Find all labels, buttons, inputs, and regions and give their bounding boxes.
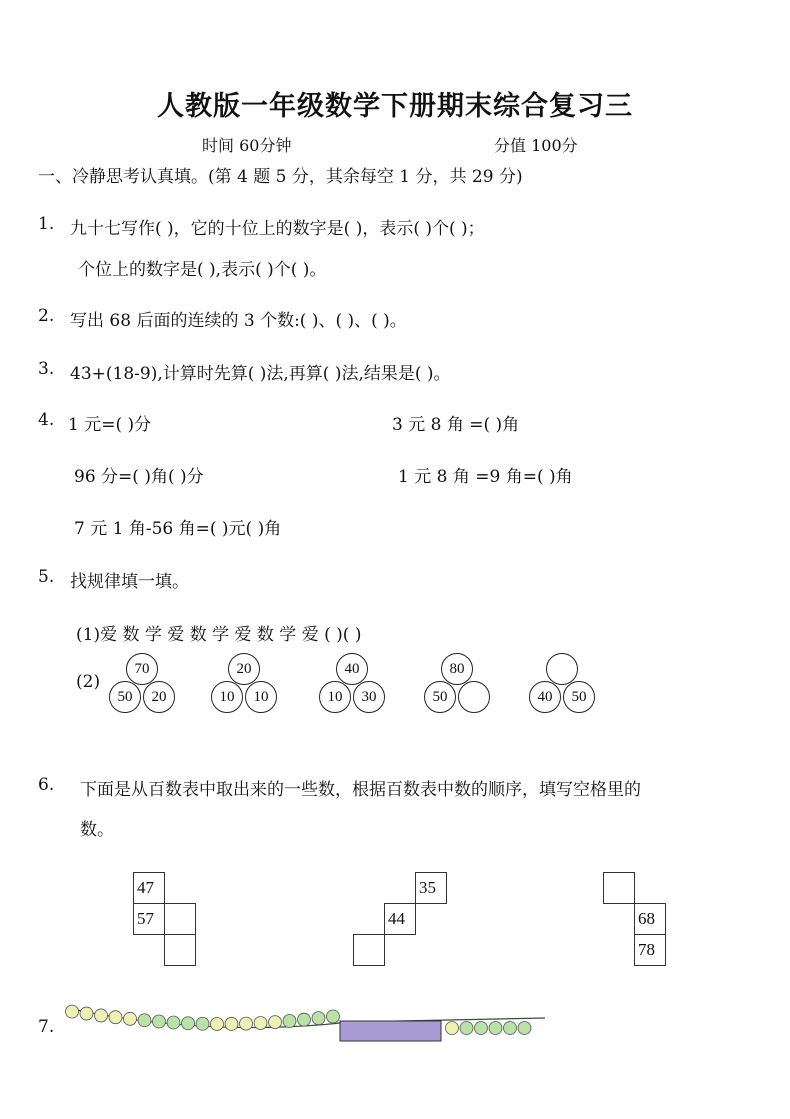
circle-right-blank[interactable] [458,681,490,713]
circle-left: 40 [529,681,561,713]
bead-string-illustration [60,1000,550,1050]
q7-number: 7. [38,1017,55,1037]
q5-text: 找规律填一填。 [70,572,189,592]
grid-cell: 68 [634,903,666,935]
bead [475,1022,488,1035]
circle-right: 30 [353,681,385,713]
q5-number: 5. [38,567,55,587]
bead [138,1014,151,1027]
bead [66,1005,79,1018]
q1-line1: 九十七写作( )，它的十位上的数字是( )，表示( )个( )； [70,219,485,239]
bead [225,1017,238,1030]
q1-line2: 个位上的数字是( ),表示( )个( )。 [78,260,327,280]
q4-part-c: 96 分=( )角( )分 [74,467,204,487]
bead [182,1017,195,1030]
circle-left: 10 [319,681,351,713]
bead [80,1007,93,1020]
grid-cell: 57 [133,903,165,935]
q3-text: 43+(18-9),计算时先算( )法,再算( )法,结果是( )。 [70,364,451,384]
bead [298,1013,311,1026]
bead [211,1017,224,1030]
bead [254,1016,267,1029]
q4-part-b: 3 元 8 角 =( )角 [392,415,520,435]
q4-number: 4. [38,410,55,430]
bead [327,1010,340,1023]
q4-part-d: 1 元 8 角 =9 角=( )角 [398,467,573,487]
q4-part-e: 7 元 1 角-56 角=( )元( )角 [74,519,282,539]
bead [240,1017,253,1030]
bead [489,1022,502,1035]
circle-top-blank[interactable] [546,653,578,685]
grid-cell: 35 [415,872,447,904]
bead [504,1022,517,1035]
circle-left: 10 [211,681,243,713]
bead [196,1017,209,1030]
grid-cell-blank[interactable] [603,872,635,904]
grid-cell-blank[interactable] [164,934,196,966]
circle-top: 20 [228,653,260,685]
circle-left: 50 [424,681,456,713]
bead [460,1022,473,1035]
exam-score: 分值 100分 [494,136,578,155]
q5-sub2-label: (2) [76,672,101,692]
q2-number: 2. [38,306,55,326]
q6-line2: 数。 [80,820,114,840]
bead [167,1016,180,1029]
bead [312,1012,325,1025]
circle-right: 20 [143,681,175,713]
bead [283,1015,296,1028]
bead [95,1009,108,1022]
section-heading: 一、冷静思考认真填。(第 4 题 5 分，其余每空 1 分，共 29 分) [38,167,523,187]
q2-text: 写出 68 后面的连续的 3 个数:( )、( )、( )。 [70,311,407,331]
bead [269,1016,282,1029]
bead [153,1015,166,1028]
grid-cell-blank[interactable] [164,903,196,935]
grid-cell-blank[interactable] [353,934,385,966]
bead [124,1012,137,1025]
q6-number: 6. [38,775,55,795]
q1-number: 1. [38,214,55,234]
exam-time: 时间 60分钟 [202,136,292,155]
circle-top: 40 [336,653,368,685]
circle-right: 50 [563,681,595,713]
q4-part-a: 1 元=( )分 [68,415,152,435]
q5-sub1: (1)爱 数 学 爱 数 学 爱 数 学 爱 ( )( ) [76,625,362,645]
grid-cell: 44 [384,903,416,935]
bead [518,1022,531,1035]
circle-top: 70 [126,653,158,685]
q3-number: 3. [38,359,55,379]
grid-cell: 47 [133,872,165,904]
bead [446,1022,459,1035]
q6-line1: 下面是从百数表中取出来的一些数，根据百数表中数的顺序，填写空格里的 [80,780,641,800]
page-title: 人教版一年级数学下册期末综合复习三 [157,91,633,122]
grid-cell: 78 [634,934,666,966]
circle-left: 50 [109,681,141,713]
circle-right: 10 [245,681,277,713]
circle-top: 80 [441,653,473,685]
bead [109,1011,122,1024]
hidden-beads-cover [340,1021,441,1041]
